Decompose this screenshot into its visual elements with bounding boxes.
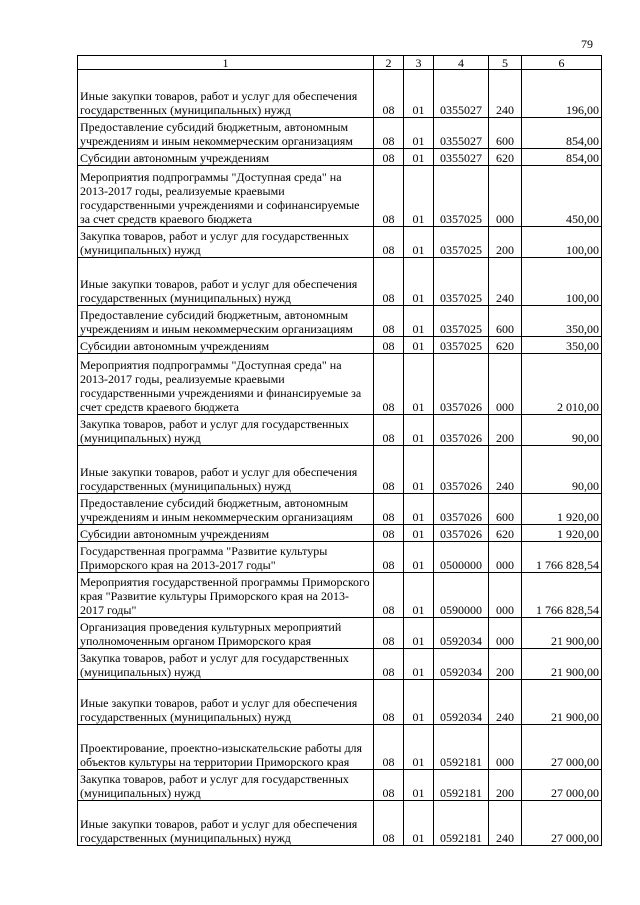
table-row	[78, 337, 602, 354]
budget-table	[77, 55, 602, 846]
row-name: Мероприятия подпрограммы "Доступная среда" на 2013-2017 годы, реализуемые краевыми государственными учреждениями и софинансируемые за счет средств краевого бюджета	[78, 166, 374, 227]
table-row	[78, 149, 602, 166]
row-amount: 854,00	[522, 118, 602, 149]
row-code-2: 08	[374, 149, 404, 166]
row-amount: 1 766 828,54	[522, 573, 602, 618]
row-code-5: 200	[489, 770, 522, 801]
row-code-3: 01	[404, 494, 434, 525]
row-code-3: 01	[404, 801, 434, 846]
row-code-5: 000	[489, 354, 522, 415]
row-code-3: 01	[404, 542, 434, 573]
row-amount: 90,00	[522, 415, 602, 446]
row-code-3: 01	[404, 227, 434, 258]
row-amount: 2 010,00	[522, 354, 602, 415]
row-amount: 21 900,00	[522, 649, 602, 680]
row-code-2: 08	[374, 306, 404, 337]
header-col-1: 1	[78, 56, 374, 70]
row-code-5: 620	[489, 149, 522, 166]
row-code-2: 08	[374, 680, 404, 725]
row-code-5: 600	[489, 118, 522, 149]
row-code-2: 08	[374, 118, 404, 149]
row-code-5: 200	[489, 415, 522, 446]
row-code-3: 01	[404, 525, 434, 542]
row-code-5: 000	[489, 618, 522, 649]
row-code-3: 01	[404, 118, 434, 149]
row-name: Субсидии автономным учреждениям	[78, 149, 374, 166]
row-code-4: 0357026	[434, 446, 489, 494]
row-code-4: 0357025	[434, 166, 489, 227]
row-amount: 196,00	[522, 70, 602, 118]
row-code-5: 000	[489, 725, 522, 770]
row-code-2: 08	[374, 573, 404, 618]
row-code-2: 08	[374, 649, 404, 680]
row-code-5: 600	[489, 306, 522, 337]
table-row	[78, 494, 602, 525]
row-code-5: 620	[489, 337, 522, 354]
table-row	[78, 542, 602, 573]
row-amount: 21 900,00	[522, 618, 602, 649]
row-code-4: 0357025	[434, 227, 489, 258]
row-code-5: 240	[489, 680, 522, 725]
row-name: Государственная программа "Развитие культуры Приморского края на 2013-2017 годы"	[78, 542, 374, 573]
row-code-5: 240	[489, 70, 522, 118]
row-code-4: 0592034	[434, 649, 489, 680]
table-row	[78, 446, 602, 494]
row-code-2: 08	[374, 542, 404, 573]
header-col-2: 2	[374, 56, 404, 70]
row-code-5: 240	[489, 446, 522, 494]
row-code-2: 08	[374, 70, 404, 118]
table-row	[78, 649, 602, 680]
row-code-4: 0592034	[434, 618, 489, 649]
row-code-4: 0592181	[434, 725, 489, 770]
row-code-2: 08	[374, 725, 404, 770]
row-name: Иные закупки товаров, работ и услуг для обеспечения государственных (муниципальных) нужд	[78, 70, 374, 118]
header-col-3: 3	[404, 56, 434, 70]
row-code-5: 240	[489, 801, 522, 846]
row-code-5: 620	[489, 525, 522, 542]
row-amount: 1 766 828,54	[522, 542, 602, 573]
row-code-4: 0500000	[434, 542, 489, 573]
row-code-3: 01	[404, 649, 434, 680]
row-name: Закупка товаров, работ и услуг для государственных (муниципальных) нужд	[78, 415, 374, 446]
row-amount: 90,00	[522, 446, 602, 494]
row-code-4: 0590000	[434, 573, 489, 618]
row-name: Иные закупки товаров, работ и услуг для обеспечения государственных (муниципальных) нужд	[78, 258, 374, 306]
row-amount: 100,00	[522, 258, 602, 306]
row-name: Предоставление субсидий бюджетным, автономным учреждениям и иным некоммерческим организациям	[78, 494, 374, 525]
row-code-3: 01	[404, 354, 434, 415]
row-code-3: 01	[404, 618, 434, 649]
row-code-2: 08	[374, 337, 404, 354]
row-code-4: 0357026	[434, 415, 489, 446]
row-code-4: 0357026	[434, 354, 489, 415]
page-number: 79	[581, 37, 593, 51]
table-row	[78, 680, 602, 725]
row-code-2: 08	[374, 618, 404, 649]
row-code-5: 000	[489, 166, 522, 227]
table-row	[78, 306, 602, 337]
row-code-4: 0355027	[434, 118, 489, 149]
row-code-2: 08	[374, 446, 404, 494]
row-code-4: 0592181	[434, 770, 489, 801]
row-name: Мероприятия подпрограммы "Доступная среда" на 2013-2017 годы, реализуемые краевыми государственными учреждениями и финансируемые за счет средств краевого бюджета	[78, 354, 374, 415]
row-code-4: 0357025	[434, 306, 489, 337]
table-row	[78, 258, 602, 306]
row-code-3: 01	[404, 258, 434, 306]
header-col-5: 5	[489, 56, 522, 70]
row-code-2: 08	[374, 801, 404, 846]
row-name: Закупка товаров, работ и услуг для государственных (муниципальных) нужд	[78, 227, 374, 258]
row-amount: 27 000,00	[522, 770, 602, 801]
row-code-2: 08	[374, 354, 404, 415]
row-code-3: 01	[404, 573, 434, 618]
table-row	[78, 525, 602, 542]
table-row	[78, 354, 602, 415]
row-name: Предоставление субсидий бюджетным, автономным учреждениям и иным некоммерческим организациям	[78, 306, 374, 337]
table-row	[78, 618, 602, 649]
table-row	[78, 770, 602, 801]
row-code-3: 01	[404, 725, 434, 770]
row-code-4: 0357025	[434, 258, 489, 306]
row-code-5: 200	[489, 649, 522, 680]
table-row	[78, 227, 602, 258]
row-code-3: 01	[404, 415, 434, 446]
row-code-3: 01	[404, 70, 434, 118]
row-amount: 100,00	[522, 227, 602, 258]
row-amount: 1 920,00	[522, 494, 602, 525]
row-amount: 1 920,00	[522, 525, 602, 542]
row-name: Иные закупки товаров, работ и услуг для обеспечения государственных (муниципальных) нужд	[78, 801, 374, 846]
header-col-4: 4	[434, 56, 489, 70]
row-code-2: 08	[374, 227, 404, 258]
row-code-2: 08	[374, 770, 404, 801]
row-name: Закупка товаров, работ и услуг для государственных (муниципальных) нужд	[78, 649, 374, 680]
table-row	[78, 725, 602, 770]
row-code-5: 600	[489, 494, 522, 525]
row-code-3: 01	[404, 337, 434, 354]
row-code-4: 0592181	[434, 801, 489, 846]
row-amount: 854,00	[522, 149, 602, 166]
row-code-4: 0357026	[434, 494, 489, 525]
table-row	[78, 70, 602, 118]
row-code-3: 01	[404, 680, 434, 725]
row-name: Субсидии автономным учреждениям	[78, 525, 374, 542]
row-amount: 21 900,00	[522, 680, 602, 725]
table-header-row	[78, 56, 602, 70]
row-code-2: 08	[374, 258, 404, 306]
header-col-6: 6	[522, 56, 602, 70]
row-name: Закупка товаров, работ и услуг для государственных (муниципальных) нужд	[78, 770, 374, 801]
row-name: Субсидии автономным учреждениям	[78, 337, 374, 354]
row-code-4: 0357026	[434, 525, 489, 542]
table-row	[78, 166, 602, 227]
row-amount: 350,00	[522, 306, 602, 337]
row-code-4: 0592034	[434, 680, 489, 725]
row-code-4: 0355027	[434, 149, 489, 166]
row-code-3: 01	[404, 770, 434, 801]
row-code-3: 01	[404, 306, 434, 337]
row-code-4: 0355027	[434, 70, 489, 118]
row-code-2: 08	[374, 525, 404, 542]
row-code-5: 000	[489, 573, 522, 618]
row-amount: 350,00	[522, 337, 602, 354]
table-row	[78, 801, 602, 846]
table-row	[78, 118, 602, 149]
row-code-5: 000	[489, 542, 522, 573]
row-code-2: 08	[374, 415, 404, 446]
row-code-2: 08	[374, 494, 404, 525]
row-name: Проектирование, проектно-изыскательские работы для объектов культуры на территории Приморского края	[78, 725, 374, 770]
row-name: Предоставление субсидий бюджетным, автономным учреждениям и иным некоммерческим организациям	[78, 118, 374, 149]
row-amount: 27 000,00	[522, 801, 602, 846]
row-name: Иные закупки товаров, работ и услуг для обеспечения государственных (муниципальных) нужд	[78, 680, 374, 725]
row-code-3: 01	[404, 166, 434, 227]
table-row	[78, 573, 602, 618]
row-code-2: 08	[374, 166, 404, 227]
row-name: Мероприятия государственной программы Приморского края "Развитие культуры Приморского края на 2013-2017 годы"	[78, 573, 374, 618]
row-code-4: 0357025	[434, 337, 489, 354]
row-name: Организация проведения культурных мероприятий уполномоченным органом Приморского края	[78, 618, 374, 649]
table-row	[78, 415, 602, 446]
row-code-5: 200	[489, 227, 522, 258]
row-name: Иные закупки товаров, работ и услуг для обеспечения государственных (муниципальных) нужд	[78, 446, 374, 494]
row-amount: 450,00	[522, 166, 602, 227]
row-code-3: 01	[404, 149, 434, 166]
row-amount: 27 000,00	[522, 725, 602, 770]
row-code-3: 01	[404, 446, 434, 494]
row-code-5: 240	[489, 258, 522, 306]
